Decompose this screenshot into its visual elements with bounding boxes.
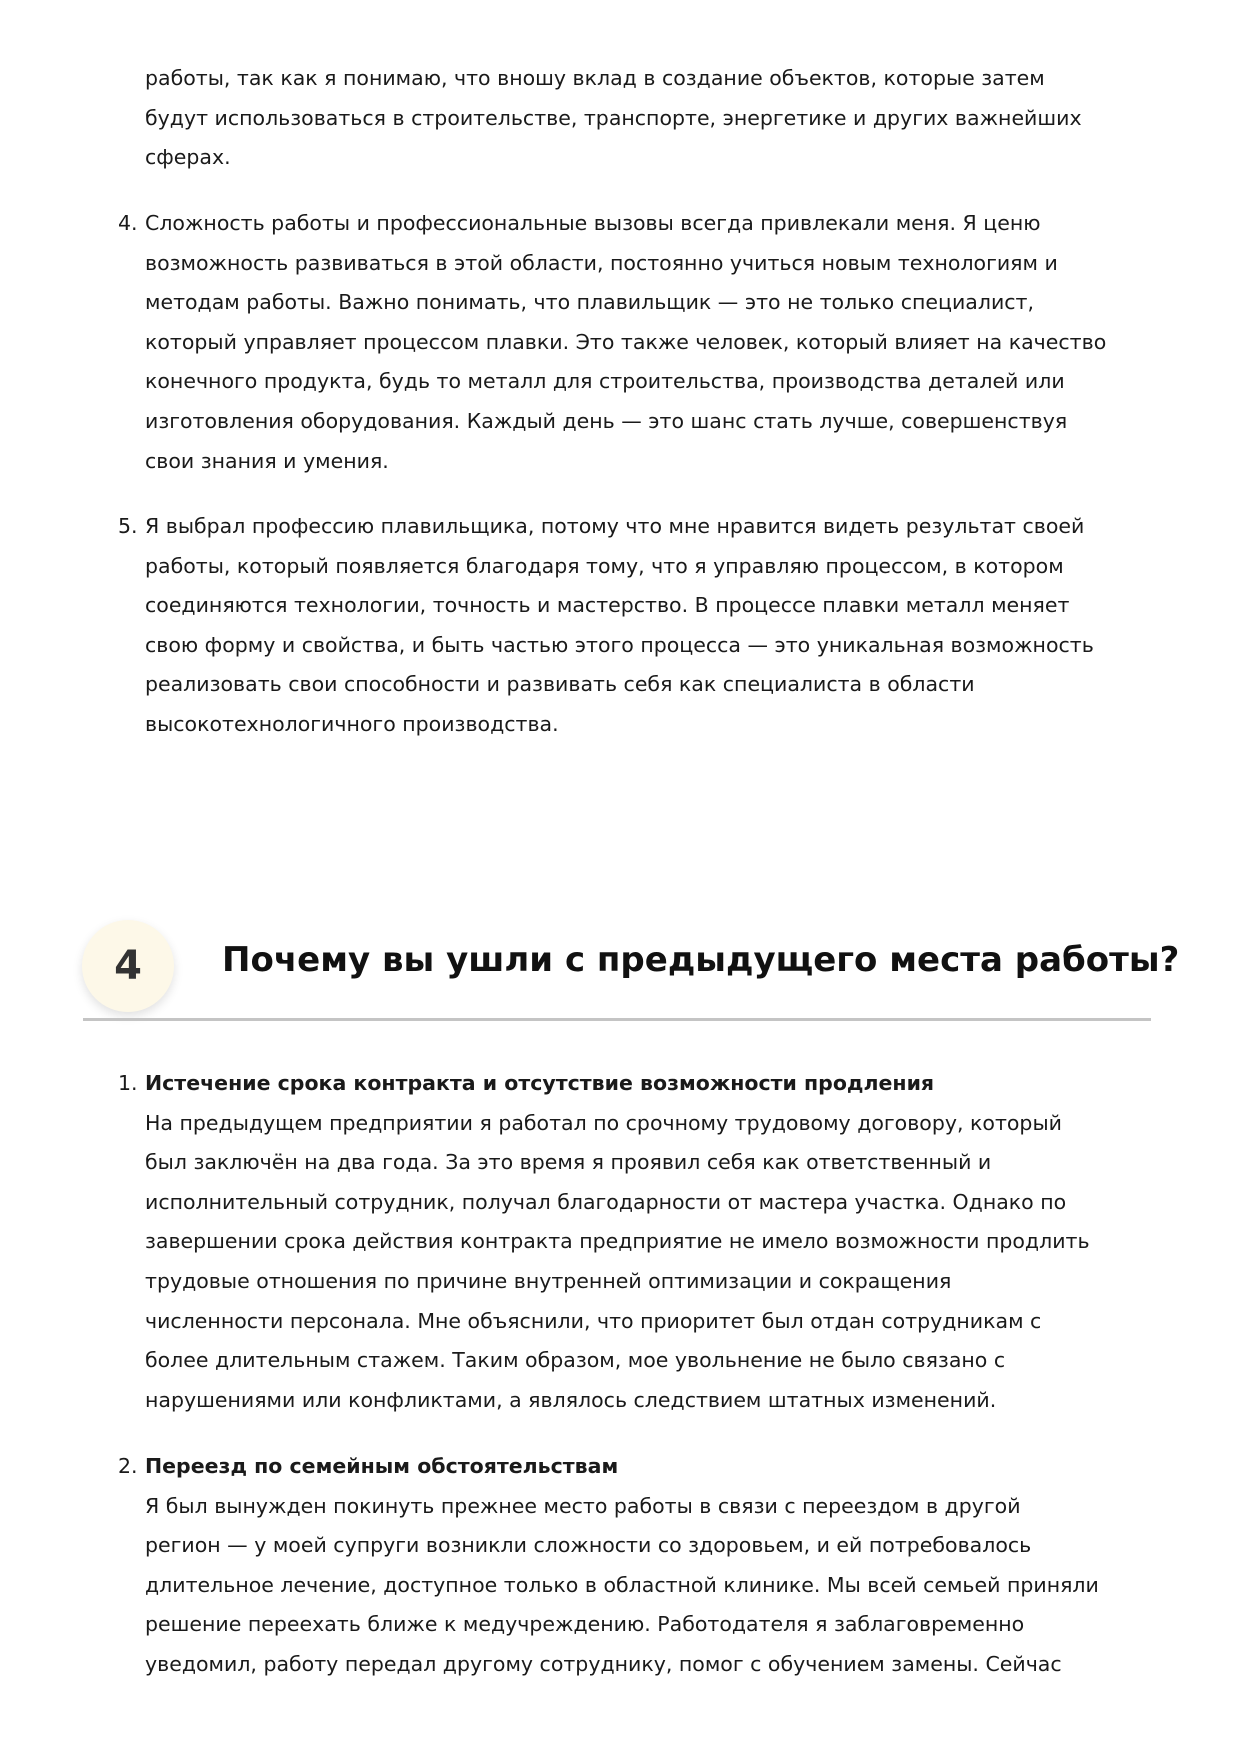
item-heading: Истечение срока контракта и отсутствие возможности продления (145, 1071, 935, 1095)
list-item-5 (118, 507, 1175, 745)
text-line: работы, который появляется благодаря тому, что я управляю процессом, в котором (145, 553, 1064, 578)
text-line: уведомил, работу передал другому сотруднику, помог с обучением замены. Сейчас (145, 1651, 1062, 1676)
text-line: завершении срока действия контракта предприятие не имело возможности продлить (145, 1229, 1090, 1254)
list-item-4 (118, 204, 1175, 481)
section-divider (83, 1018, 1151, 1021)
text-line: реализовать свои способности и развивать себя как специалиста в области (145, 672, 975, 697)
text-line: сферах. (145, 145, 231, 170)
text-line: регион — у моей супруги возникли сложности со здоровьем, и ей потребовалось (145, 1533, 1032, 1558)
text-line: который управляет процессом плавки. Это также человек, который влияет на качество (145, 329, 1107, 354)
text-line: методам работы. Важно понимать, что плавильщик — это не только специалист, (145, 290, 1034, 315)
list-number: 2. (118, 1454, 138, 1478)
list-item-2 (118, 1447, 1175, 1685)
text-line: возможность развиваться в этой области, постоянно учиться новым технологиям и (145, 250, 1058, 275)
text-line: свои знания и умения. (145, 448, 389, 473)
text-line: конечного продукта, будь то металл для строительства, производства деталей или (145, 369, 1065, 394)
list-item-3-continuation (145, 59, 1175, 178)
text-line: Я был вынужден покинуть прежнее место работы в связи с переездом в другой (145, 1493, 1021, 1518)
list-number: 4. (118, 211, 138, 235)
text-line: изготовления оборудования. Каждый день — это шанс стать лучше, совершенствуя (145, 408, 1068, 433)
text-line: исполнительный сотрудник, получал благодарности от мастера участка. Однако по (145, 1189, 1067, 1214)
list-number: 5. (118, 514, 138, 538)
item-heading: Переезд по семейным обстоятельствам (145, 1454, 619, 1478)
list-number: 1. (118, 1071, 138, 1095)
text-line: высокотехнологичного производства. (145, 711, 559, 736)
text-line: более длительным стажем. Таким образом, мое увольнение не было связано с (145, 1348, 1006, 1373)
text-line: численности персонала. Мне объяснили, что приоритет был отдан сотрудникам с (145, 1308, 1042, 1333)
text-line: длительное лечение, доступное только в областной клинике. Мы всей семьей приняли (145, 1572, 1099, 1597)
text-line: На предыдущем предприятии я работал по срочному трудовому договору, который (145, 1110, 1062, 1135)
text-line: Сложность работы и профессиональные вызовы всегда привлекали меня. Я ценю (145, 211, 1041, 235)
text-line: Я выбрал профессию плавильщика, потому что мне нравится видеть результат своей (145, 514, 1085, 538)
text-line: работы, так как я понимаю, что вношу вклад в создание объектов, которые затем (145, 66, 1045, 90)
text-line: решение переехать ближе к медучреждению. Работодателя я заблаговременно (145, 1612, 1025, 1637)
text-line: соединяются технологии, точность и мастерство. В процессе плавки металл меняет (145, 593, 1070, 618)
list-item-1 (118, 1064, 1175, 1420)
text-line: свою форму и свойства, и быть частью этого процесса — это уникальная возможность (145, 632, 1094, 657)
text-line: будут использоваться в строительстве, транспорте, энергетике и других важнейших (145, 105, 1082, 130)
text-line: нарушениями или конфликтами, а являлось следствием штатных изменений. (145, 1387, 997, 1412)
section-number-badge: 4 (82, 920, 174, 1012)
text-line: был заключён на два года. За это время я проявил себя как ответственный и (145, 1150, 992, 1175)
text-line: трудовые отношения по причине внутренней оптимизации и сокращения (145, 1268, 952, 1293)
section-title: Почему вы ушли с предыдущего места работы? (222, 940, 1180, 980)
